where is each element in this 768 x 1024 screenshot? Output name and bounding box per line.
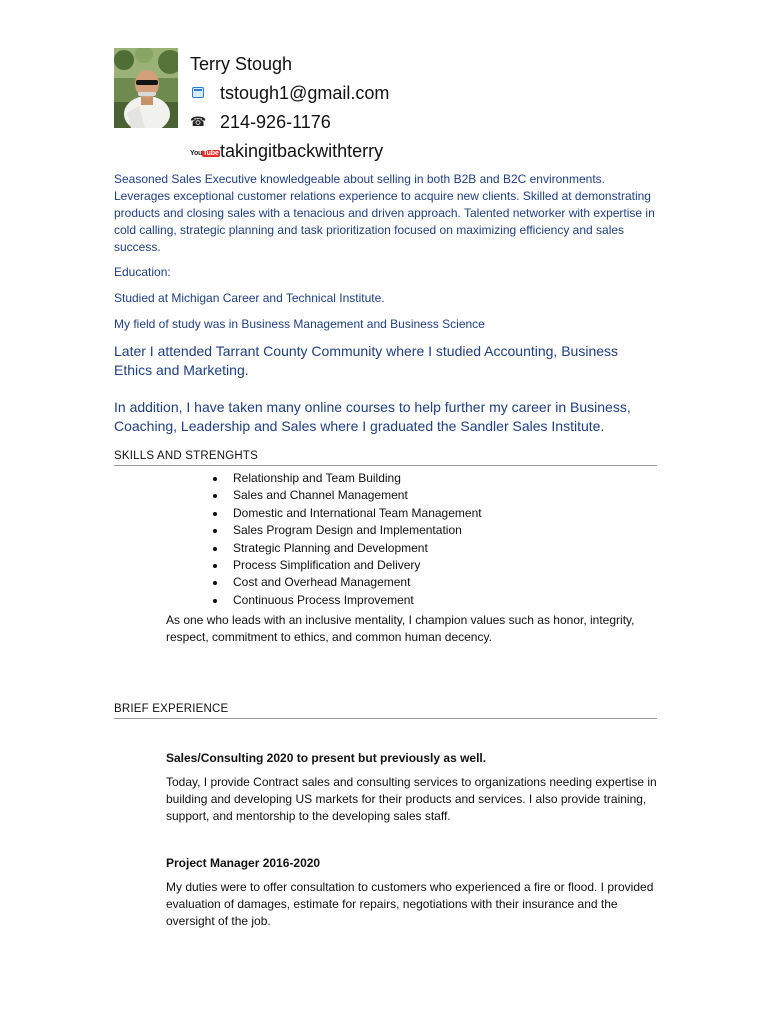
email-address[interactable]: tstough1@gmail.com — [220, 83, 390, 103]
job-description-project-manager: My duties were to offer consultation to customers who experienced a fire or flood. I provided evaluation of damages, estimate for repairs, negotiations with their insurance and the oversight of the job. — [166, 880, 654, 928]
skill-item: Continuous Process Improvement — [210, 592, 482, 609]
skill-item: Process Simplification and Delivery — [210, 557, 482, 574]
education-field-of-study: My field of study was in Business Management and Business Science — [114, 317, 485, 331]
email-icon — [190, 80, 206, 108]
youtube-channel[interactable]: takingitbackwithterry — [220, 141, 384, 161]
job-title-sales-consulting: Sales/Consulting 2020 to present but previously as well. — [166, 751, 487, 765]
youtube-logo-you: You — [190, 150, 203, 157]
education-michigan: Studied at Michigan Career and Technical Institute. — [114, 291, 385, 305]
phone-number[interactable]: 214-926-1176 — [220, 112, 331, 132]
youtube-line[interactable] — [190, 137, 389, 166]
skill-item: Relationship and Team Building — [210, 470, 482, 487]
youtube-icon — [190, 148, 219, 159]
name-line — [190, 50, 389, 79]
values-statement: As one who leads with an inclusive mentality, I champion values such as honor, integrity, respect, commitment to ethics, and common human decency. — [166, 613, 635, 644]
profile-photo — [114, 48, 178, 128]
skill-item: Strategic Planning and Development — [210, 540, 482, 557]
skill-item: Cost and Overhead Management — [210, 574, 482, 591]
phone-line[interactable] — [190, 108, 389, 137]
education-label: Education: — [114, 265, 171, 279]
summary-text: Seasoned Sales Executive knowledgeable about selling in both B2B and B2C environments. Leverages exceptional customer relations experience to acquire new clients. Skilled at demonstrating products and closing sales with a tenacious and driven approach. Talented networker with expertise in cold calling, strategic planning and task prioritization focused on maximizing efficiency and sales success. — [114, 172, 655, 254]
youtube-logo-tube: Tube — [203, 150, 219, 157]
phone-icon: ☎ — [190, 115, 207, 131]
education-online-courses: In addition, I have taken many online courses to help further my career in Business, Coaching, Leadership and Sales where I graduated the Sandler Sales Institute. — [114, 399, 631, 434]
contact-block — [190, 50, 389, 166]
job-title-project-manager: Project Manager 2016-2020 — [166, 856, 321, 870]
skills-section-title: SKILLS AND STRENGHTS — [114, 449, 657, 466]
person-name: Terry Stough — [190, 54, 293, 74]
skill-item: Sales and Channel Management — [210, 487, 482, 504]
experience-section-title: BRIEF EXPERIENCE — [114, 702, 657, 719]
email-line[interactable] — [190, 79, 389, 108]
skills-list — [210, 470, 482, 609]
skill-item: Domestic and International Team Management — [210, 505, 482, 522]
education-tarrant-county: Later I attended Tarrant County Community where I studied Accounting, Business Ethics and Marketing. — [114, 343, 619, 378]
skill-item: Sales Program Design and Implementation — [210, 522, 482, 539]
professional-summary — [114, 171, 660, 256]
job-description-sales-consulting: Today, I provide Contract sales and consulting services to organizations needing expertise in building and developing US markets for their products and services. I also provide training, support, and mentorship to the developing sales staff. — [166, 775, 657, 823]
